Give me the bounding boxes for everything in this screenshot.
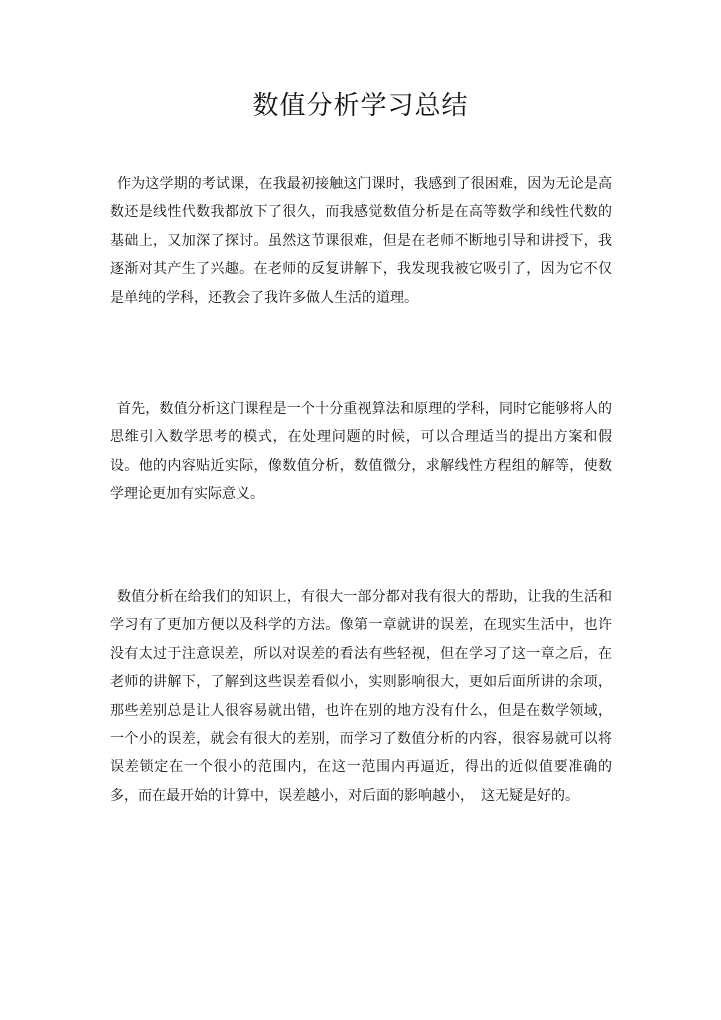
paragraph-1: 作为这学期的考试课，在我最初接触这门课时，我感到了很困难，因为无论是高数还是线性代数我都放下了很久，而我感觉数值分析是在高等数学和线性代数的基础上，又加深了探讨。虽然这节课很难，但是在老师不断地引导和讲授下，我逐渐对其产生了兴趣。在老师的反复讲解下，我发现我被它吸引了，因为它不仅是单纯的学科，还教会了我许多做人生活的道理。 — [110, 176, 612, 306]
page-title: 数值分析学习总结 — [252, 91, 469, 121]
paragraph-2: 首先，数值分析这门课程是一个十分重视算法和原理的学科，同时它能够将人的思维引入数学思考的模式，在处理问题的时候，可以合理适当的提出方案和假设。他的内容贴近实际，像数值分析，数值微分，求解线性方程组的解等，使数学理论更加有实际意义。 — [110, 401, 612, 503]
paragraph-3: 数值分析在给我们的知识上，有很大一部分都对我有很大的帮助，让我的生活和学习有了更加方便以及科学的方法。像第一章就讲的误差，在现实生活中，也许没有太过于注意误差，所以对误差的看法有些轻视，但在学习了这一章之后，在老师的讲解下，了解到这些误差看似小，实则影响很大，更如后面所讲的余项，那些差别总是让人很容易就出错，也许在别的地方没有什么，但是在数学领域，一个小的误差，就会有很大的差别，而学习了数值分析的内容，很容易就可以将误差锁定在一个很小的范围内，在这一范围内再逼近，得出的近似值要准确的多，而在最开始的计算中，误差越小，对后面的影响越小， 这无疑是好的。 — [110, 589, 612, 804]
